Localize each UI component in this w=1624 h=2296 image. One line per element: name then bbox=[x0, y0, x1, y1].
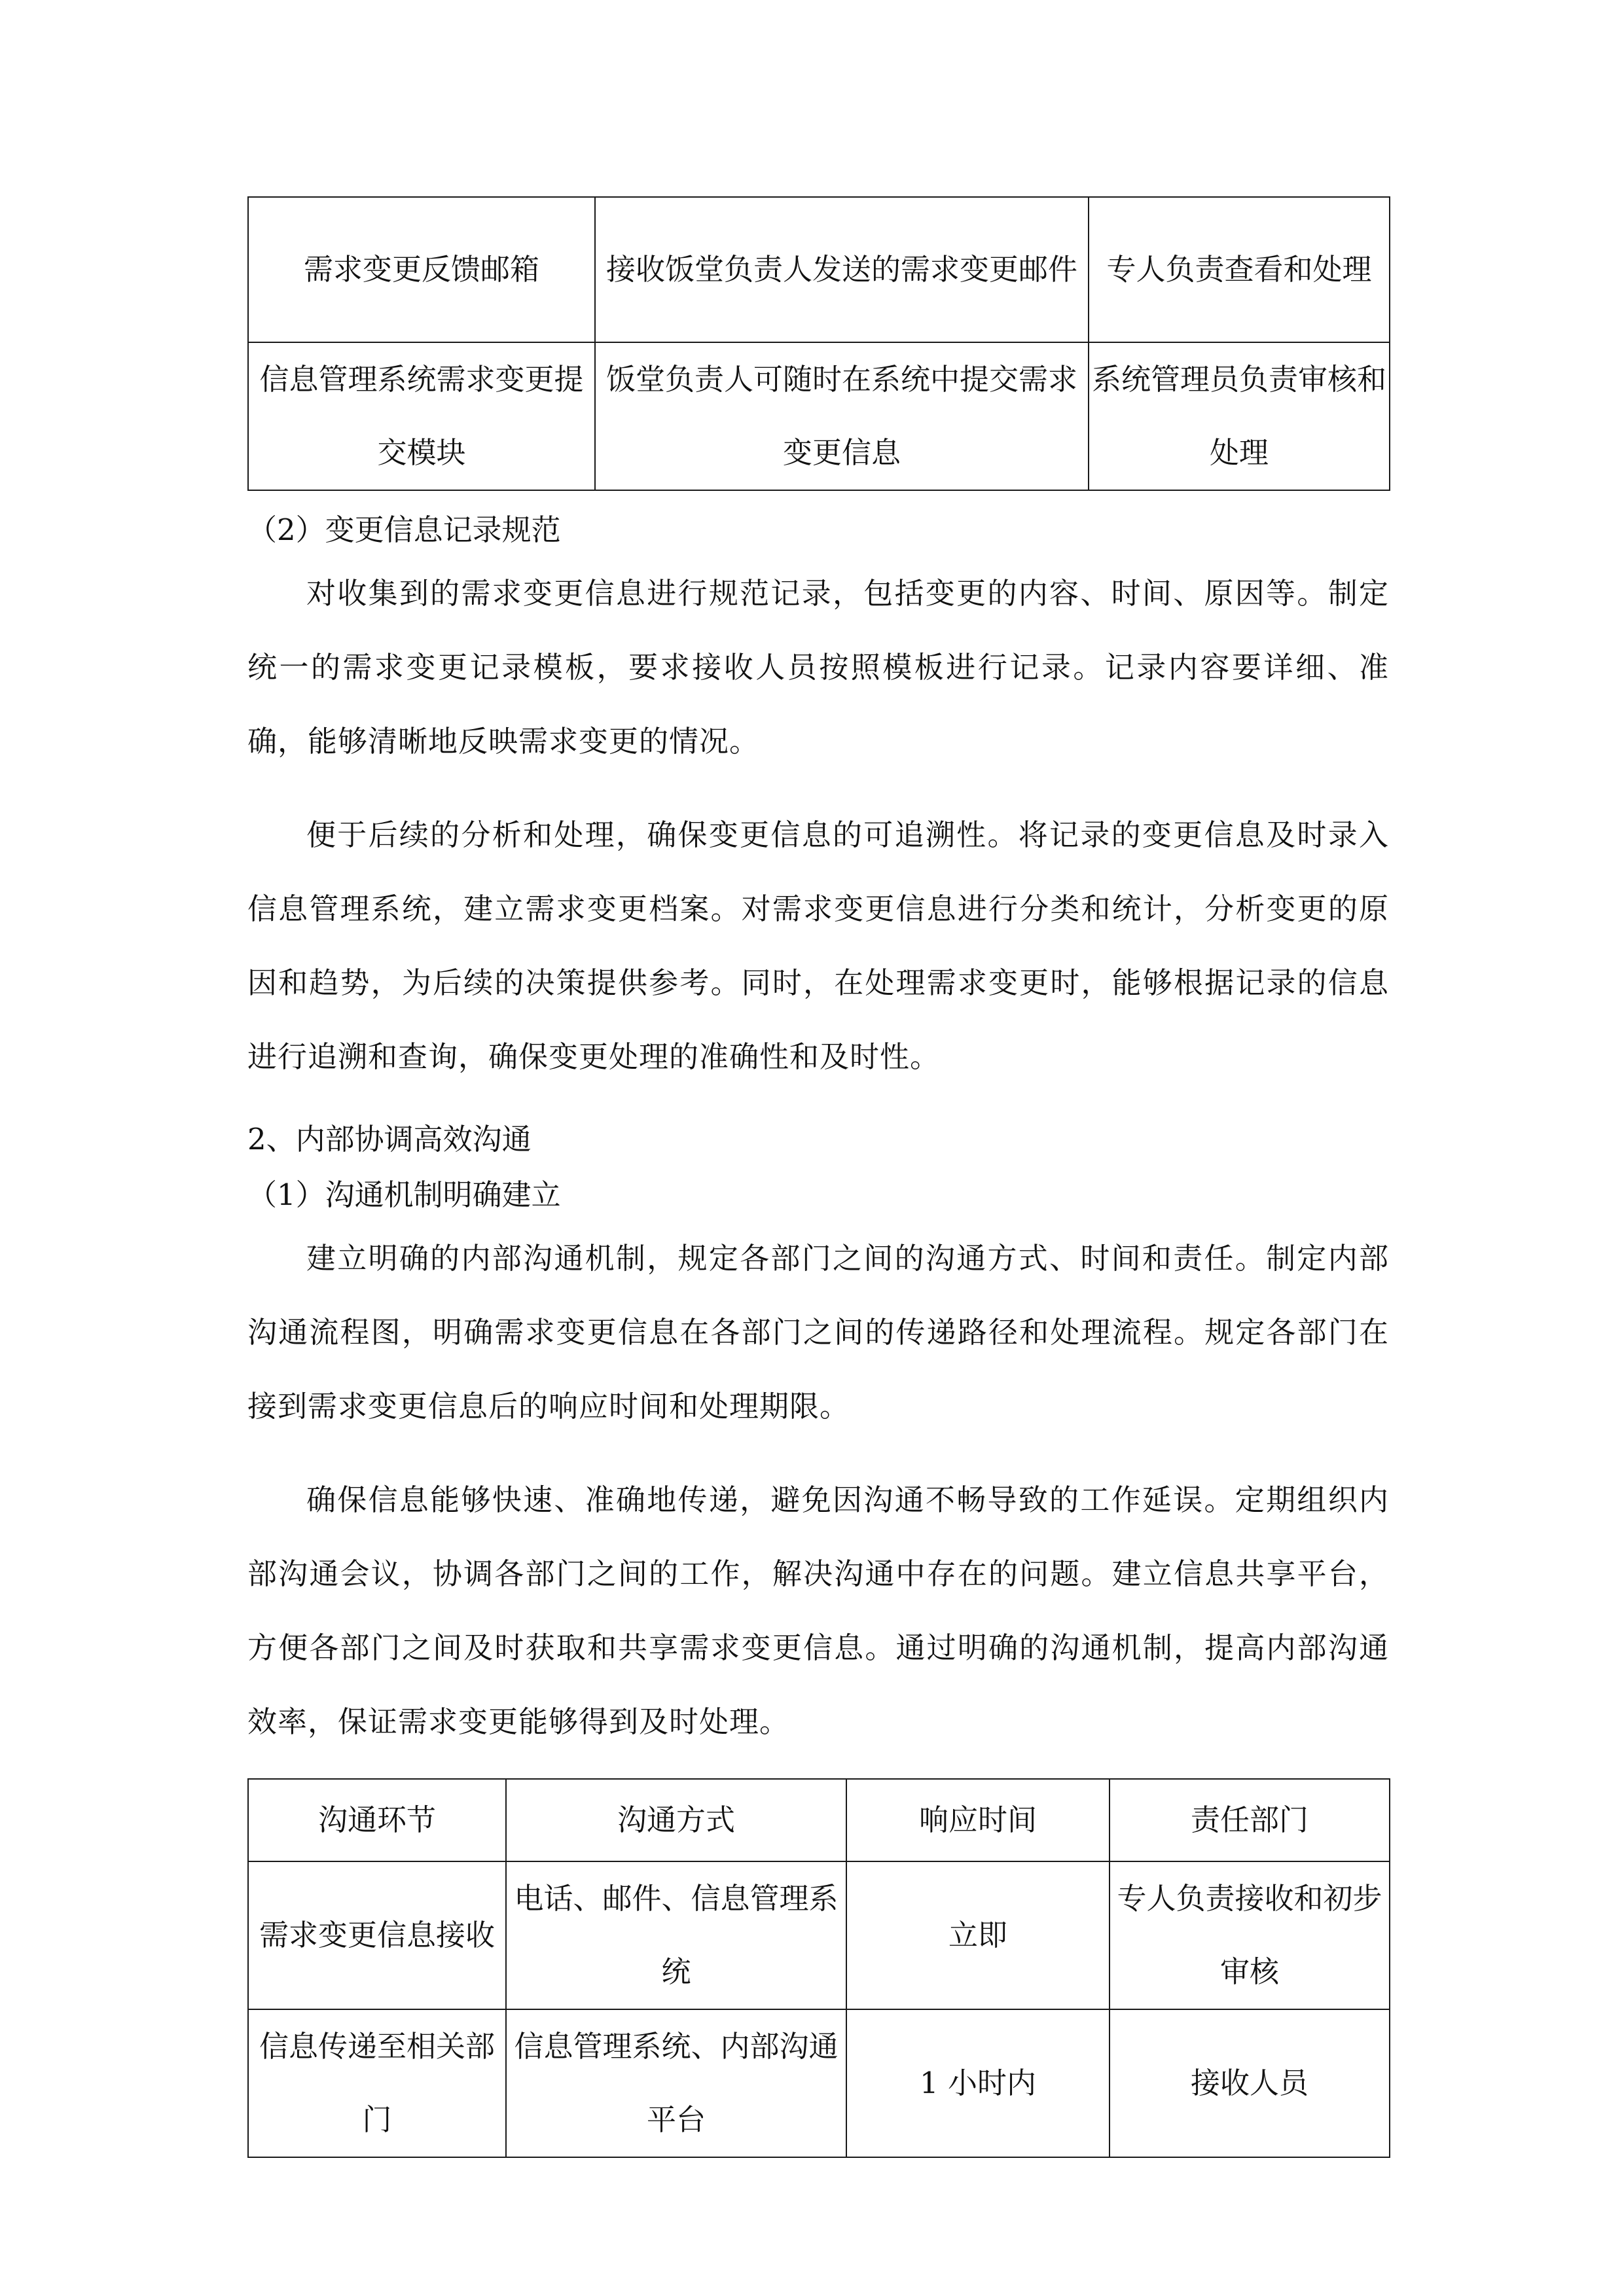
section-heading: 2、内部协调高效沟通 bbox=[247, 1122, 532, 1157]
table-header-cell: 责任部门 bbox=[1110, 1779, 1390, 1861]
table-cell: 饭堂负责人可随时在系统中提交需求变更信息 bbox=[595, 342, 1089, 490]
table-cell: 电话、邮件、信息管理系统 bbox=[506, 1861, 846, 2009]
table-header-cell: 响应时间 bbox=[846, 1779, 1110, 1861]
table-cell: 立即 bbox=[846, 1861, 1110, 2009]
table-cell: 1 小时内 bbox=[846, 2009, 1110, 2157]
table-row bbox=[248, 1861, 1390, 2009]
table-cell: 接收人员 bbox=[1110, 2009, 1390, 2157]
table-cell: 需求变更信息接收 bbox=[248, 1861, 506, 2009]
table-cell: 系统管理员负责审核和处理 bbox=[1089, 342, 1390, 490]
table-cell: 信息管理系统需求变更提交模块 bbox=[248, 342, 595, 490]
paragraph: 建立明确的内部沟通机制，规定各部门之间的沟通方式、时间和责任。制定内部沟通流程图，明确需求变更信息在各部门之间的传递路径和处理流程。规定各部门在接到需求变更信息后的响应时间和处理期限。 bbox=[247, 1241, 1389, 1424]
table-cell: 信息管理系统、内部沟通平台 bbox=[506, 2009, 846, 2157]
table-row bbox=[248, 197, 1390, 342]
table-header-cell: 沟通环节 bbox=[248, 1779, 506, 1861]
paragraph: 确保信息能够快速、准确地传递，避免因沟通不畅导致的工作延误。定期组织内部沟通会议，协调各部门之间的工作，解决沟通中存在的问题。建立信息共享平台，方便各部门之间及时获取和共享需求变更信息。通过明确的沟通机制，提高内部沟通效率，保证需求变更能够得到及时处理。 bbox=[247, 1482, 1389, 1739]
table-cell: 信息传递至相关部门 bbox=[248, 2009, 506, 2157]
communication-table bbox=[247, 1778, 1390, 2158]
channel-table bbox=[247, 196, 1390, 491]
sub-heading: （1）沟通机制明确建立 bbox=[247, 1177, 561, 1212]
table-header-row bbox=[248, 1779, 1390, 1861]
table-cell: 需求变更反馈邮箱 bbox=[248, 197, 595, 342]
table-cell: 专人负责接收和初步审核 bbox=[1110, 1861, 1390, 2009]
table-row bbox=[248, 2009, 1390, 2157]
paragraph: 便于后续的分析和处理，确保变更信息的可追溯性。将记录的变更信息及时录入信息管理系统，建立需求变更档案。对需求变更信息进行分类和统计，分析变更的原因和趋势，为后续的决策提供参考。同时，在处理需求变更时，能够根据记录的信息进行追溯和查询，确保变更处理的准确性和及时性。 bbox=[247, 817, 1389, 1074]
table-row bbox=[248, 342, 1390, 490]
table-cell: 专人负责查看和处理 bbox=[1089, 197, 1390, 342]
table-header-cell: 沟通方式 bbox=[506, 1779, 846, 1861]
table-cell: 接收饭堂负责人发送的需求变更邮件 bbox=[595, 197, 1089, 342]
document-page bbox=[247, 196, 1389, 2158]
paragraph: 对收集到的需求变更信息进行规范记录，包括变更的内容、时间、原因等。制定统一的需求变更记录模板，要求接收人员按照模板进行记录。记录内容要详细、准确，能够清晰地反映需求变更的情况。 bbox=[247, 576, 1389, 759]
sub-heading: （2）变更信息记录规范 bbox=[247, 512, 561, 547]
